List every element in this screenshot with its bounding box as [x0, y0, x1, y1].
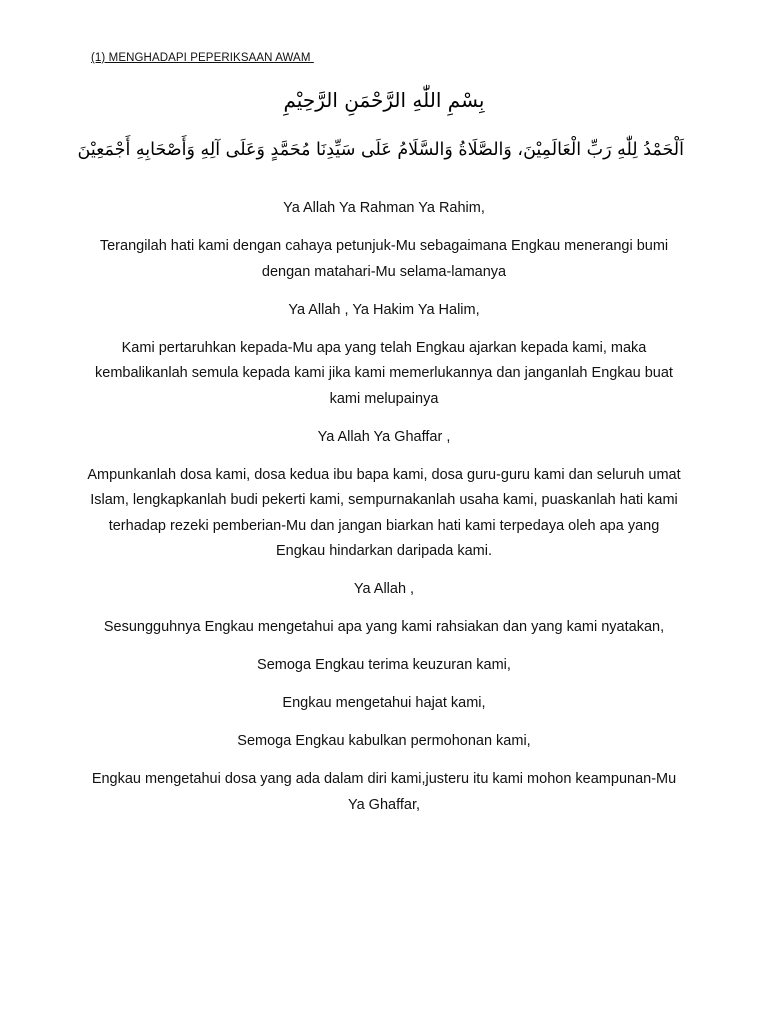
prayer-paragraph: Ya Allah , Ya Hakim Ya Halim,: [288, 301, 480, 318]
prayer-paragraph: Semoga Engkau kabulkan permohonan kami,: [237, 733, 531, 749]
prayer-paragraph: Ya Allah Ya Rahman Ya Rahim,: [283, 200, 485, 216]
prayer-paragraph: Engkau mengetahui dosa yang ada dalam diri kami,justeru itu kami mohon keampunan-Mu Ya Ghaffar,: [91, 771, 677, 813]
prayer-paragraph: Ya Allah Ya Ghaffar ,: [317, 428, 451, 445]
prayer-body: [84, 196, 684, 831]
prayer-paragraph: Sesungguhnya Engkau mengetahui apa yang kami rahsiakan dan yang kami nyatakan,: [103, 619, 665, 635]
prayer-paragraph: Semoga Engkau terima keuzuran kami,: [257, 657, 511, 673]
document-heading: (1) MENGHADAPI PEPERIKSAAN AWAM: [91, 52, 314, 64]
opening-praise-text: اَلْحَمْدُ لِلّٰهِ رَبِّ الْعَالَمِيْنَ، وَالصَّلَاةُ وَالسَّلَامُ عَلَى سَيِّدِنَا مُحَمَّدٍ وَعَلَى آلِهِ وَأَصْحَابِهِ أَجْمَعِيْنَ: [77, 140, 684, 160]
prayer-paragraph: Terangilah hati kami dengan cahaya petunjuk-Mu sebagaimana Engkau menerangi bumi dengan matahari-Mu selama-lamanya: [99, 238, 669, 280]
prayer-paragraph: Engkau mengetahui hajat kami,: [282, 695, 486, 711]
prayer-paragraph: Ya Allah ,: [353, 581, 415, 597]
basmala-text: بِسْمِ اللّٰهِ الرَّحْمَنِ الرَّحِيْمِ: [283, 88, 485, 112]
prayer-paragraph: Kami pertaruhkan kepada-Mu apa yang telah Engkau ajarkan kepada kami, maka kembalikanlah semula kepada kami jika kami memerlukannya dan janganlah Engkau buat kami melupainya: [95, 339, 673, 407]
prayer-paragraph: Ampunkanlah dosa kami, dosa kedua ibu bapa kami, dosa guru-guru kami dan seluruh umat Islam, lengkapkanlah budi pekerti kami, sempurnakanlah usaha kami, puaskanlah hati kami terhadap rezeki pemberian-Mu dan jangan biarkan hati kami terpedaya oleh apa yang Engkau hindarkan daripada kami.: [87, 466, 681, 559]
